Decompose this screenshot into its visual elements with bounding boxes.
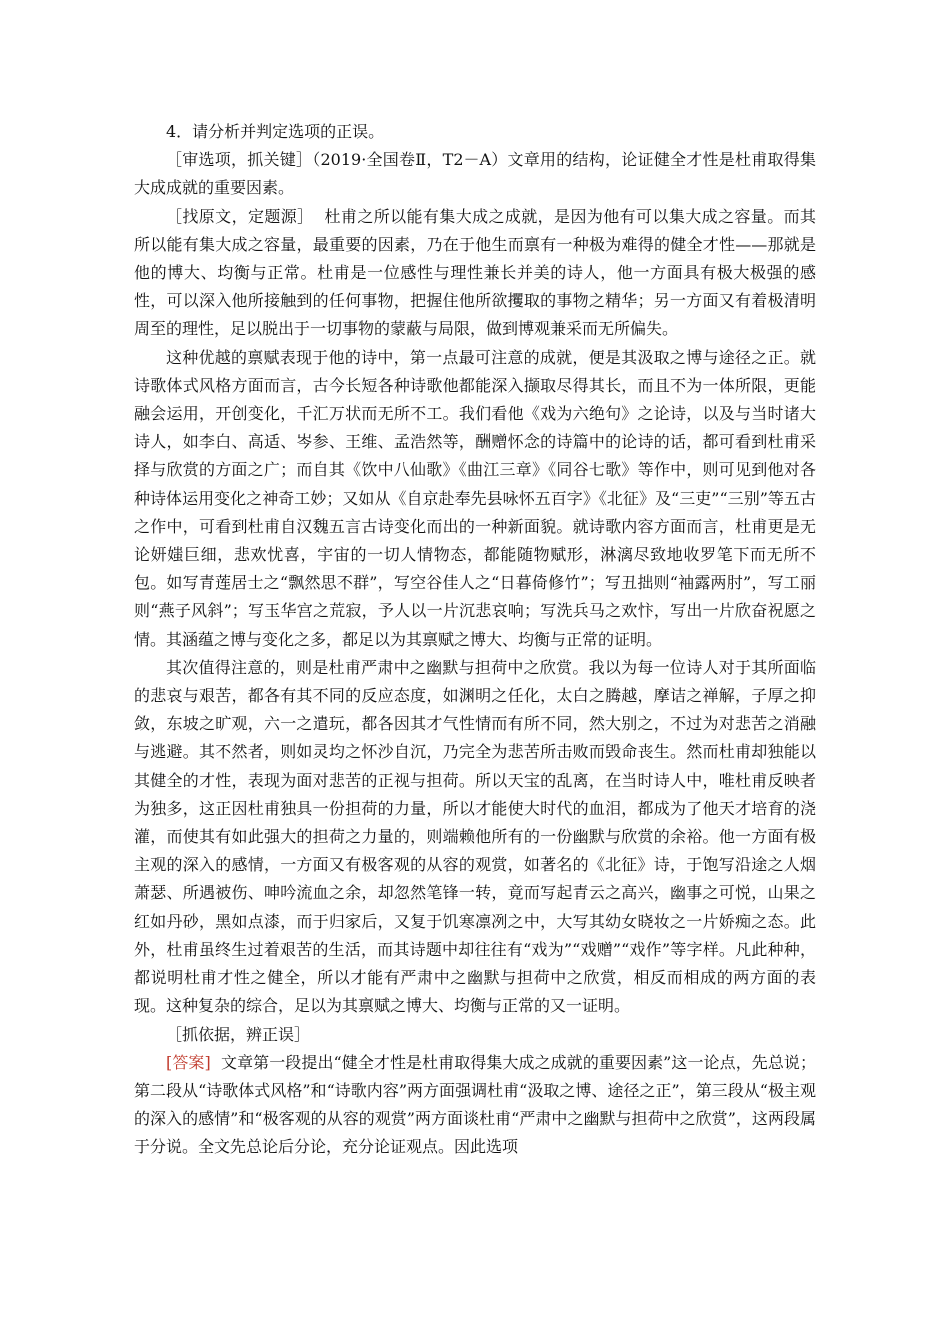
source-tag: ［找原文，定题源］ <box>166 206 314 226</box>
review-paragraph <box>134 146 816 202</box>
review-tag: ［审选项，抓关键］ <box>166 150 313 170</box>
question-text: 4．请分析并判定选项的正误。 <box>166 122 385 141</box>
review-text: （2019·全国卷Ⅱ，T2－A）文章用的结构，论证健全才性是杜甫取得集大成成就的重要因素。 <box>134 150 816 198</box>
body-paragraph-2 <box>134 344 816 654</box>
answer-text: 文章第一段提出“健全才性是杜甫取得集大成之成就的重要因素”这一论点，先总说；第二段从“诗歌体式风格”和“诗歌内容”两方面强调杜甫“汲取之博、途径之正”，第三段从“极主观的深入的感情”和“极客观的从容的观赏”两方面谈杜甫“严肃中之幽默与担荷中之欣赏”，这两段属于分说。全文先总论后分论，充分论证观点。因此选项 <box>134 1052 816 1157</box>
body-paragraph-3 <box>134 654 816 1021</box>
paragraph-2-text: 这种优越的禀赋表现于他的诗中，第一点最可注意的成就，便是其汲取之博与途径之正。就诗歌体式风格方面而言，古今长短各种诗歌他都能深入撷取尽得其长，而且不为一体所限，更能融会运用，开创变化，千汇万状而无所不工。我们看他《戏为六绝句》之论诗，以及与当时诸大诗人，如李白、高适、岑参、王维、孟浩然等，酬赠怀念的诗篇中的论诗的话，都可看到杜甫采择与欣赏的方面之广；而自其《饮中八仙歌》《曲江三章》《同谷七歌》等作中，则可见到他对各种诗体运用变化之神奇工妙；又如从《自京赴奉先县咏怀五百字》《北征》及“三吏”“三别”等五古之作中，可看到杜甫自汉魏五言古诗变化而出的一种新面貌。就诗歌内容方面而言，杜甫更是无论妍媸巨细，悲欢忧喜，宇宙的一切人情物态，都能随物赋形，淋漓尽致地收罗笔下而无所不包。如写青莲居士之“飘然思不群”，写空谷佳人之“日暮倚修竹”；写丑拙则“袖露两肘”，写工丽则“燕子风斜”；写玉华宫之荒寂，予人以一片沉悲哀响；写洗兵马之欢忭，写出一片欣奋祝愿之情。其涵蕴之博与变化之多，都足以为其禀赋之博大、均衡与正常的证明。 <box>134 347 816 649</box>
basis-line <box>134 1021 816 1049</box>
basis-tag: ［抓依据，辨正误］ <box>166 1024 311 1044</box>
source-text: 杜甫之所以能有集大成之成就，是因为他有可以集大成之容量。而其所以能有集大成之容量，最重要的因素，乃在于他生而禀有一种极为难得的健全才性——那就是他的博大、均衡与正常。杜甫是一位感性与理性兼长并美的诗人，他一方面具有极大极强的感性，可以深入他所接触到的任何事物，把握住他所欲攫取的事物之精华；另一方面又有着极清明周至的理性，足以脱出于一切事物的蒙蔽与局限，做到博观兼采而无所偏失。 <box>134 206 816 339</box>
question-line <box>134 118 816 146</box>
document-page <box>134 118 816 1162</box>
paragraph-3-text: 其次值得注意的，则是杜甫严肃中之幽默与担荷中之欣赏。我以为每一位诗人对于其所面临的悲哀与艰苦，都各有其不同的反应态度，如渊明之任化，太白之腾越，摩诘之禅解，子厚之抑敛，东坡之旷观，六一之遣玩，都各因其才气性情而有所不同，然大别之，不过为对悲苦之消融与逃避。其不然者，则如灵均之怀沙自沉，乃完全为悲苦所击败而毁命丧生。然而杜甫却独能以其健全的才性，表现为面对悲苦的正视与担荷。所以天宝的乱离，在当时诗人中，唯杜甫反映者为独多，这正因杜甫独具一份担荷的力量，所以才能使大时代的血泪，都成为了他天才培育的浇灌，而使其有如此强大的担荷之力量的，则端赖他所有的一份幽默与欣赏的余裕。他一方面有极主观的深入的感情，一方面又有极客观的从容的观赏，如著名的《北征》诗，于饱写沿途之人烟萧瑟、所遇被伤、呻吟流血之余，却忽然笔锋一转，竟而写起青云之高兴，幽事之可悦，山果之红如丹砂，黑如点漆，而于归家后，又复于饥寒凛冽之中，大写其幼女晓妆之一片娇痴之态。此外，杜甫虽终生过着艰苦的生活，而其诗题中却往往有“戏为”“戏赠”“戏作”等字样。凡此种种，都说明杜甫才性之健全，所以才能有严肃中之幽默与担荷中之欣赏，相反而相成的两方面的表现。这种复杂的综合，足以为其禀赋之博大、均衡与正常的又一证明。 <box>134 657 816 1016</box>
source-paragraph <box>134 203 816 344</box>
answer-tag: [答案] <box>166 1052 211 1072</box>
answer-paragraph <box>134 1049 816 1162</box>
